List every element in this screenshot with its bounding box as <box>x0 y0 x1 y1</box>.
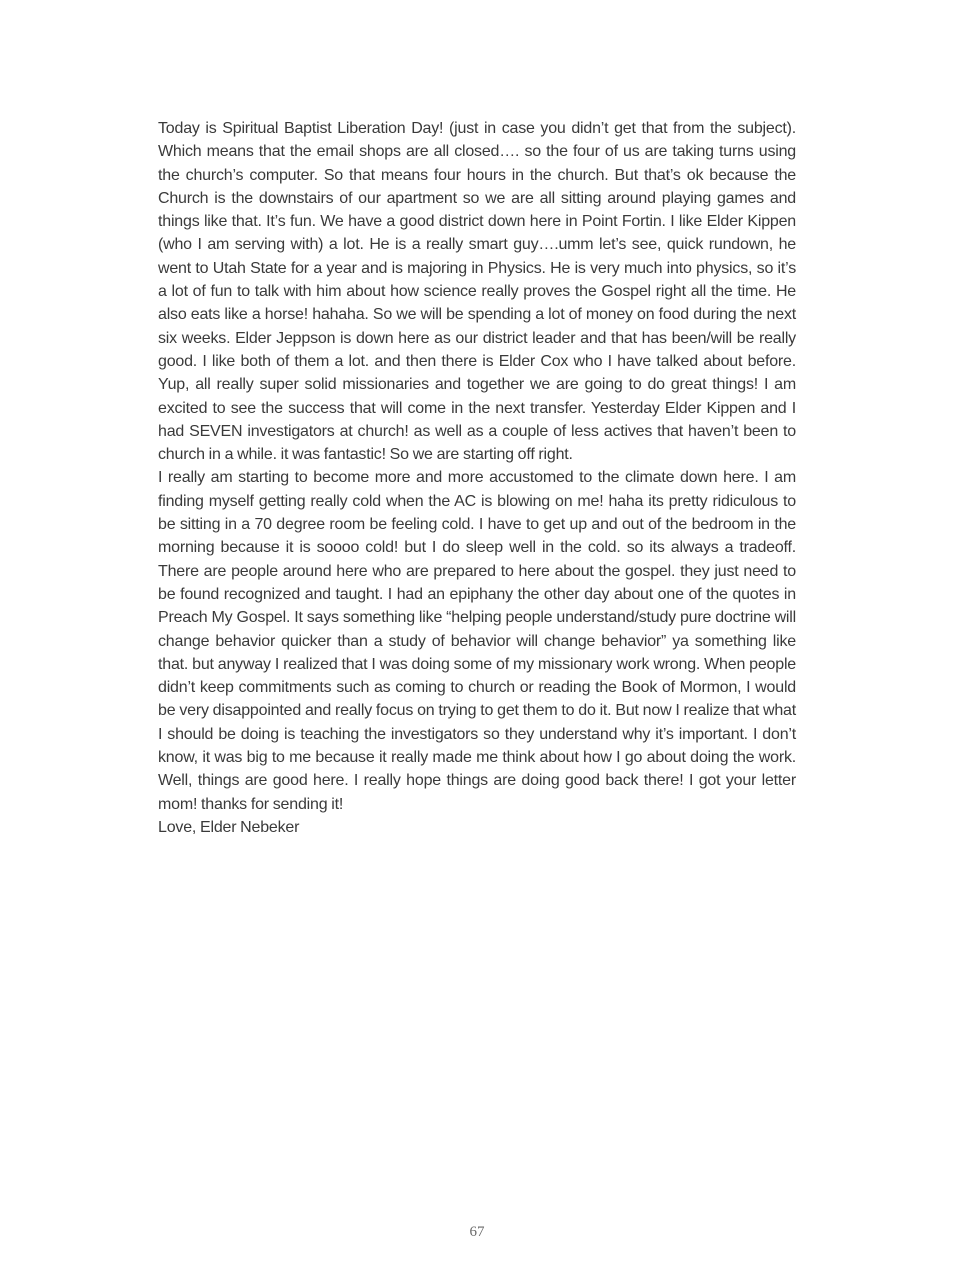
page-number: 67 <box>469 1224 485 1240</box>
signoff: Love, Elder Nebeker <box>158 818 300 836</box>
paragraph-1: Today is Spiritual Baptist Liberation Day! (just in case you didn’t get that from the subject). Which means that the email shops are all closed…. so the four of us are taking turns using the church’s computer. So that means four hours in the church. But that’s ok because the Church is the downstairs of our apartment so we are all sitting around playing games and things like that. It’s fun. We have a good district down here in Point Fortin. I like Elder Kippen (who I am serving with) a lot. He is a really smart guy….umm let’s see, quick rundown, he went to Utah State for a year and is majoring in Physics. He is very much into physics, so it’s a lot of fun to talk with him about how science really proves the Gospel right all the time. He also eats like a horse! hahaha. So we will be spending a lot of money on food during the next six weeks. Elder Jeppson is down here as our district leader and that has been/will be really good. I like both of them a lot. and then there is Elder Cox who I have talked about before. Yup, all really super solid missionaries and together we are going to do great things! I am excited to see the success that will come in the next transfer. Yesterday Elder Kippen and I had SEVEN investigators at church! as well as a couple of less actives that haven’t been to church in a while. it was fantastic! So we are starting off right. <box>158 120 796 464</box>
paragraph-2: I really am starting to become more and more accustomed to the climate down here. I am finding myself getting really cold when the AC is blowing on me! haha its pretty ridiculous to be sitting in a 70 degree room be feeling cold. I have to get up and out of the bedroom in the morning because it is soooo cold! but I do sleep well in the cold. so its always a tradeoff. There are people around here who are prepared to here about the gospel. they just need to be found recognized and taught. I had an epiphany the other day about one of the quotes in Preach My Gospel. It says something like “helping people understand/study pure doctrine will change behavior quicker than a study of behavior will change behavior” ya something like that. but anyway I realized that I was doing some of my missionary work wrong. When people didn’t keep commitments such as coming to church or reading the Book of Mormon, I would be very disappointed and really focus on trying to get them to do it. But now I realize that what I should be doing is teaching the investigators so they understand why it’s important. I don’t know, it was big to me because it really made me think about how I go about doing the work. Well, things are good here. I really hope things are doing good back there! I got your letter mom! thanks for sending it! <box>158 469 796 813</box>
letter-body <box>158 117 796 839</box>
